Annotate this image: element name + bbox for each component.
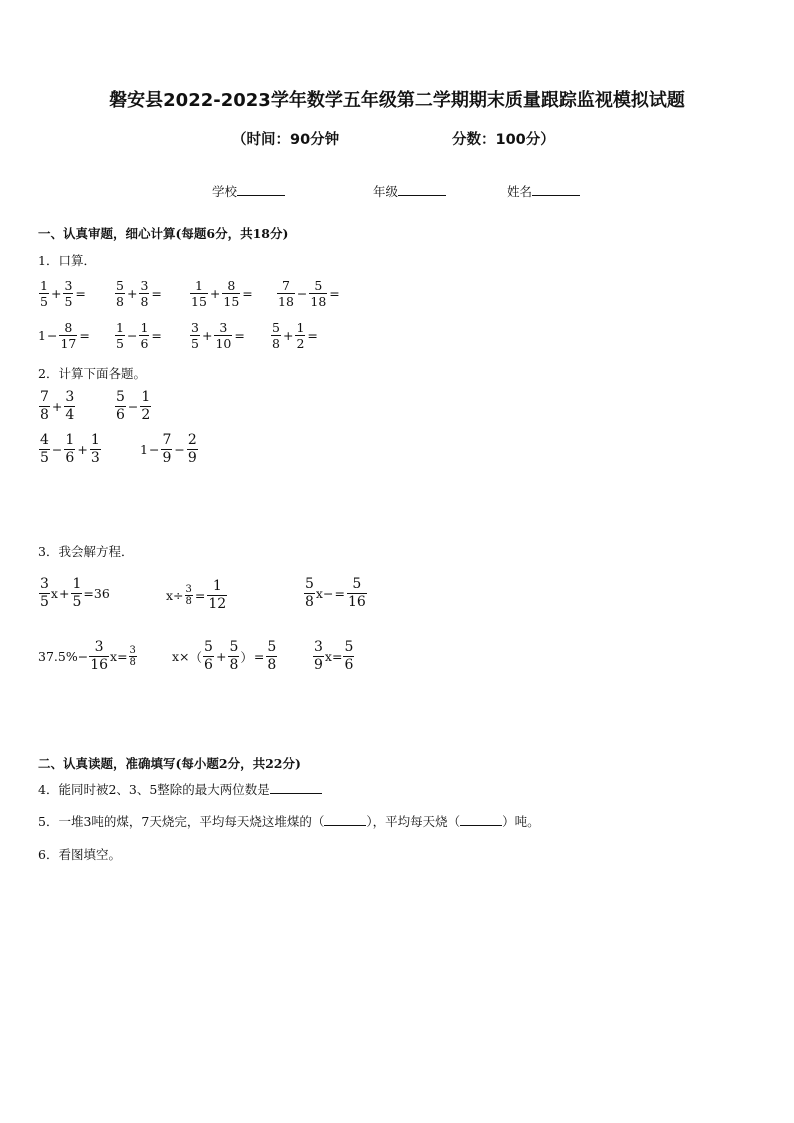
numerator: 3 [40, 576, 49, 592]
math-symbol: = [253, 649, 265, 664]
fraction [207, 578, 227, 613]
fraction [304, 576, 315, 611]
numerator: 5 [229, 639, 239, 655]
denominator: 16 [90, 657, 109, 673]
fraction [277, 278, 295, 309]
fraction [214, 320, 232, 351]
denominator: 15 [223, 294, 240, 309]
denominator: 6 [140, 336, 149, 351]
math-symbol: = [194, 588, 206, 603]
fraction [64, 432, 75, 467]
denominator: 8 [272, 336, 280, 351]
denominator: 3 [90, 450, 100, 466]
numerator: 5 [352, 576, 362, 592]
math-symbol: = [234, 328, 245, 343]
math-symbol: =36 [83, 586, 110, 601]
denominator: 5 [64, 294, 73, 309]
denominator: 6 [116, 407, 125, 423]
question-3-label: 3．我会解方程． [38, 544, 134, 559]
name-blank[interactable] [532, 183, 580, 196]
q3-eq-5 [172, 639, 278, 674]
numerator: 1 [116, 320, 124, 335]
denominator: 6 [65, 450, 75, 466]
math-symbol: − [126, 328, 138, 343]
denominator: 8 [305, 594, 314, 610]
math-symbol: + [50, 286, 62, 301]
page-title: 磐安县2022-2023学年数学五年级第二学期期末质量跟踪监视模拟试题 [109, 90, 685, 111]
fraction [185, 584, 193, 607]
denominator: 5 [72, 594, 82, 610]
fraction [343, 639, 354, 674]
math-symbol: + [201, 328, 213, 343]
denominator: 18 [310, 294, 327, 309]
q3-eq-4 [38, 639, 138, 674]
score-label: 分数：100分） [452, 132, 555, 148]
q3-eq-2 [166, 578, 228, 613]
denominator: 18 [278, 294, 294, 309]
math-symbol: = [151, 328, 162, 343]
denominator: 9 [187, 450, 197, 466]
q2-expr-1 [38, 389, 76, 424]
fraction [71, 576, 82, 611]
q1-expr-5 [38, 320, 91, 351]
math-symbol: − [127, 399, 139, 414]
numerator: 3 [140, 278, 149, 293]
numerator: 3 [129, 645, 136, 656]
name-label: 姓名 [507, 184, 533, 199]
q2-expr-2 [114, 389, 152, 424]
q3-eq-6 [312, 639, 355, 674]
question-4-text: 4．能同时被2、3、5整除的最大两位数是 [38, 782, 270, 797]
math-symbol: = [79, 328, 90, 343]
math-symbol: − [46, 328, 58, 343]
denominator: 6 [204, 657, 213, 673]
numerator: 3 [185, 584, 192, 595]
numerator: 5 [305, 576, 314, 592]
numerator: 1 [194, 278, 203, 293]
q1-expr-4 [276, 278, 341, 309]
math-symbol: − [174, 442, 185, 457]
denominator: 5 [40, 594, 49, 610]
q4-answer-blank[interactable] [270, 781, 322, 794]
q1-expr-6 [114, 320, 163, 351]
math-symbol: （ [189, 649, 203, 665]
math-symbol: x÷ [166, 588, 184, 603]
numerator: 3 [94, 639, 104, 655]
fraction [187, 432, 198, 467]
name-field[interactable] [507, 182, 580, 200]
math-symbol: + [282, 328, 294, 343]
fraction [266, 639, 277, 674]
school-label: 学校 [212, 184, 238, 199]
fraction [63, 278, 73, 309]
fraction [222, 278, 240, 309]
denominator: 12 [208, 596, 227, 612]
numerator: 8 [64, 320, 73, 335]
numerator: 5 [204, 639, 213, 655]
question-5-text-2: ），平均每天烧（ [366, 814, 461, 829]
denominator: 9 [314, 657, 323, 673]
math-symbol: − [148, 442, 160, 457]
fraction [139, 278, 149, 309]
fraction [39, 278, 49, 309]
fraction [115, 278, 125, 309]
q5-answer-blank-2[interactable] [460, 813, 502, 826]
fraction [39, 389, 50, 424]
fraction [129, 645, 137, 668]
fraction [295, 320, 305, 351]
denominator: 8 [267, 657, 277, 673]
grade-field[interactable] [373, 182, 446, 200]
numerator: 5 [344, 639, 354, 655]
denominator: 8 [116, 294, 124, 309]
question-4 [38, 780, 322, 798]
numerator: 3 [314, 639, 323, 655]
math-symbol: x [50, 586, 58, 601]
math-symbol: = [329, 286, 340, 301]
denominator: 17 [60, 336, 77, 351]
section-1-heading: 一、认真审题，细心计算(每题6分，共18分) [38, 226, 289, 241]
denominator: 8 [185, 596, 192, 607]
question-5-text-3: ）吨。 [502, 814, 540, 829]
section-2-heading: 二、认真读题，准确填写(每小题2分，共22分) [38, 756, 301, 771]
fraction [203, 639, 214, 674]
denominator: 8 [129, 657, 136, 668]
numerator: 5 [314, 278, 323, 293]
denominator: 8 [140, 294, 149, 309]
numerator: 1 [296, 320, 305, 335]
numerator: 1 [140, 320, 149, 335]
denominator: 2 [296, 336, 305, 351]
fraction [39, 432, 50, 467]
math-symbol: + [51, 399, 63, 414]
math-symbol: = [75, 286, 86, 301]
question-5 [38, 812, 540, 830]
q2-expr-3 [38, 432, 102, 467]
math-symbol: − [51, 442, 63, 457]
denominator: 8 [40, 407, 49, 423]
math-symbol: = [334, 586, 345, 601]
math-symbol: x× [172, 649, 190, 664]
denominator: 5 [40, 294, 48, 309]
fraction [161, 432, 172, 467]
numerator: 5 [267, 639, 277, 655]
question-1-label: 1．口算． [38, 253, 96, 268]
numerator: 3 [65, 389, 75, 405]
fraction [309, 278, 327, 309]
grade-label: 年级 [373, 184, 399, 199]
numerator: 2 [187, 432, 197, 448]
math-symbol: + [209, 286, 221, 301]
math-symbol: ） [240, 649, 253, 665]
school-field[interactable] [212, 182, 285, 200]
numerator: 7 [162, 432, 172, 448]
fraction [64, 389, 75, 424]
fraction [190, 320, 200, 351]
numerator: 1 [141, 389, 151, 405]
numerator: 3 [64, 278, 73, 293]
fraction [140, 389, 151, 424]
denominator: 5 [191, 336, 199, 351]
math-symbol: x− [315, 586, 334, 601]
question-2-label: 2．计算下面各题。 [38, 366, 146, 381]
numerator: 5 [116, 278, 124, 293]
math-symbol: 37.5%− [38, 649, 89, 664]
math-symbol: = [151, 286, 162, 301]
denominator: 6 [344, 657, 354, 673]
q3-eq-1 [38, 576, 110, 611]
numerator: 1 [40, 278, 48, 293]
q1-expr-2 [114, 278, 163, 309]
fraction [347, 576, 367, 611]
numerator: 1 [90, 432, 100, 448]
denominator: 5 [116, 336, 124, 351]
denominator: 5 [40, 450, 49, 466]
denominator: 10 [215, 336, 232, 351]
numerator: 3 [191, 320, 199, 335]
numerator: 1 [72, 576, 82, 592]
fraction [228, 639, 239, 674]
denominator: 8 [229, 657, 239, 673]
q1-expr-3 [189, 278, 254, 309]
grade-blank[interactable] [398, 183, 446, 196]
denominator: 9 [162, 450, 172, 466]
numerator: 3 [219, 320, 228, 335]
question-6-text: 6．看图填空。 [38, 847, 121, 862]
q1-expr-1 [38, 278, 87, 309]
fraction [190, 278, 208, 309]
question-5-text-1: 5．一堆3吨的煤，7天烧完，平均每天烧这堆煤的（ [38, 814, 325, 829]
math-symbol: − [296, 286, 308, 301]
numerator: 1 [212, 578, 222, 594]
denominator: 4 [65, 407, 75, 423]
math-symbol: + [77, 442, 88, 457]
fraction [139, 320, 149, 351]
fraction [90, 432, 101, 467]
math-symbol: x= [110, 649, 128, 664]
numerator: 7 [40, 389, 49, 405]
numerator: 7 [281, 278, 290, 293]
q1-expr-8 [270, 320, 319, 351]
time-label: （时间：90分钟 [232, 132, 340, 148]
denominator: 16 [347, 594, 366, 610]
math-symbol: = [307, 328, 318, 343]
fraction [39, 576, 50, 611]
numerator: 8 [227, 278, 236, 293]
math-symbol: + [126, 286, 138, 301]
fraction [115, 389, 126, 424]
math-symbol: 1 [140, 442, 148, 457]
fraction [89, 639, 109, 674]
q3-eq-3 [303, 576, 368, 611]
math-symbol: = [242, 286, 253, 301]
math-symbol: + [215, 649, 227, 664]
school-blank[interactable] [237, 183, 285, 196]
q2-expr-4 [140, 432, 199, 467]
denominator: 2 [141, 407, 151, 423]
q1-expr-7 [189, 320, 246, 351]
math-symbol: x= [324, 649, 343, 664]
fraction [59, 320, 77, 351]
numerator: 1 [65, 432, 75, 448]
q5-answer-blank-1[interactable] [324, 813, 366, 826]
numerator: 5 [272, 320, 280, 335]
fraction [313, 639, 324, 674]
math-symbol: + [58, 586, 70, 601]
fraction [271, 320, 281, 351]
numerator: 5 [116, 389, 125, 405]
numerator: 4 [40, 432, 49, 448]
math-symbol: 1 [38, 328, 46, 343]
denominator: 15 [191, 294, 207, 309]
fraction [115, 320, 125, 351]
